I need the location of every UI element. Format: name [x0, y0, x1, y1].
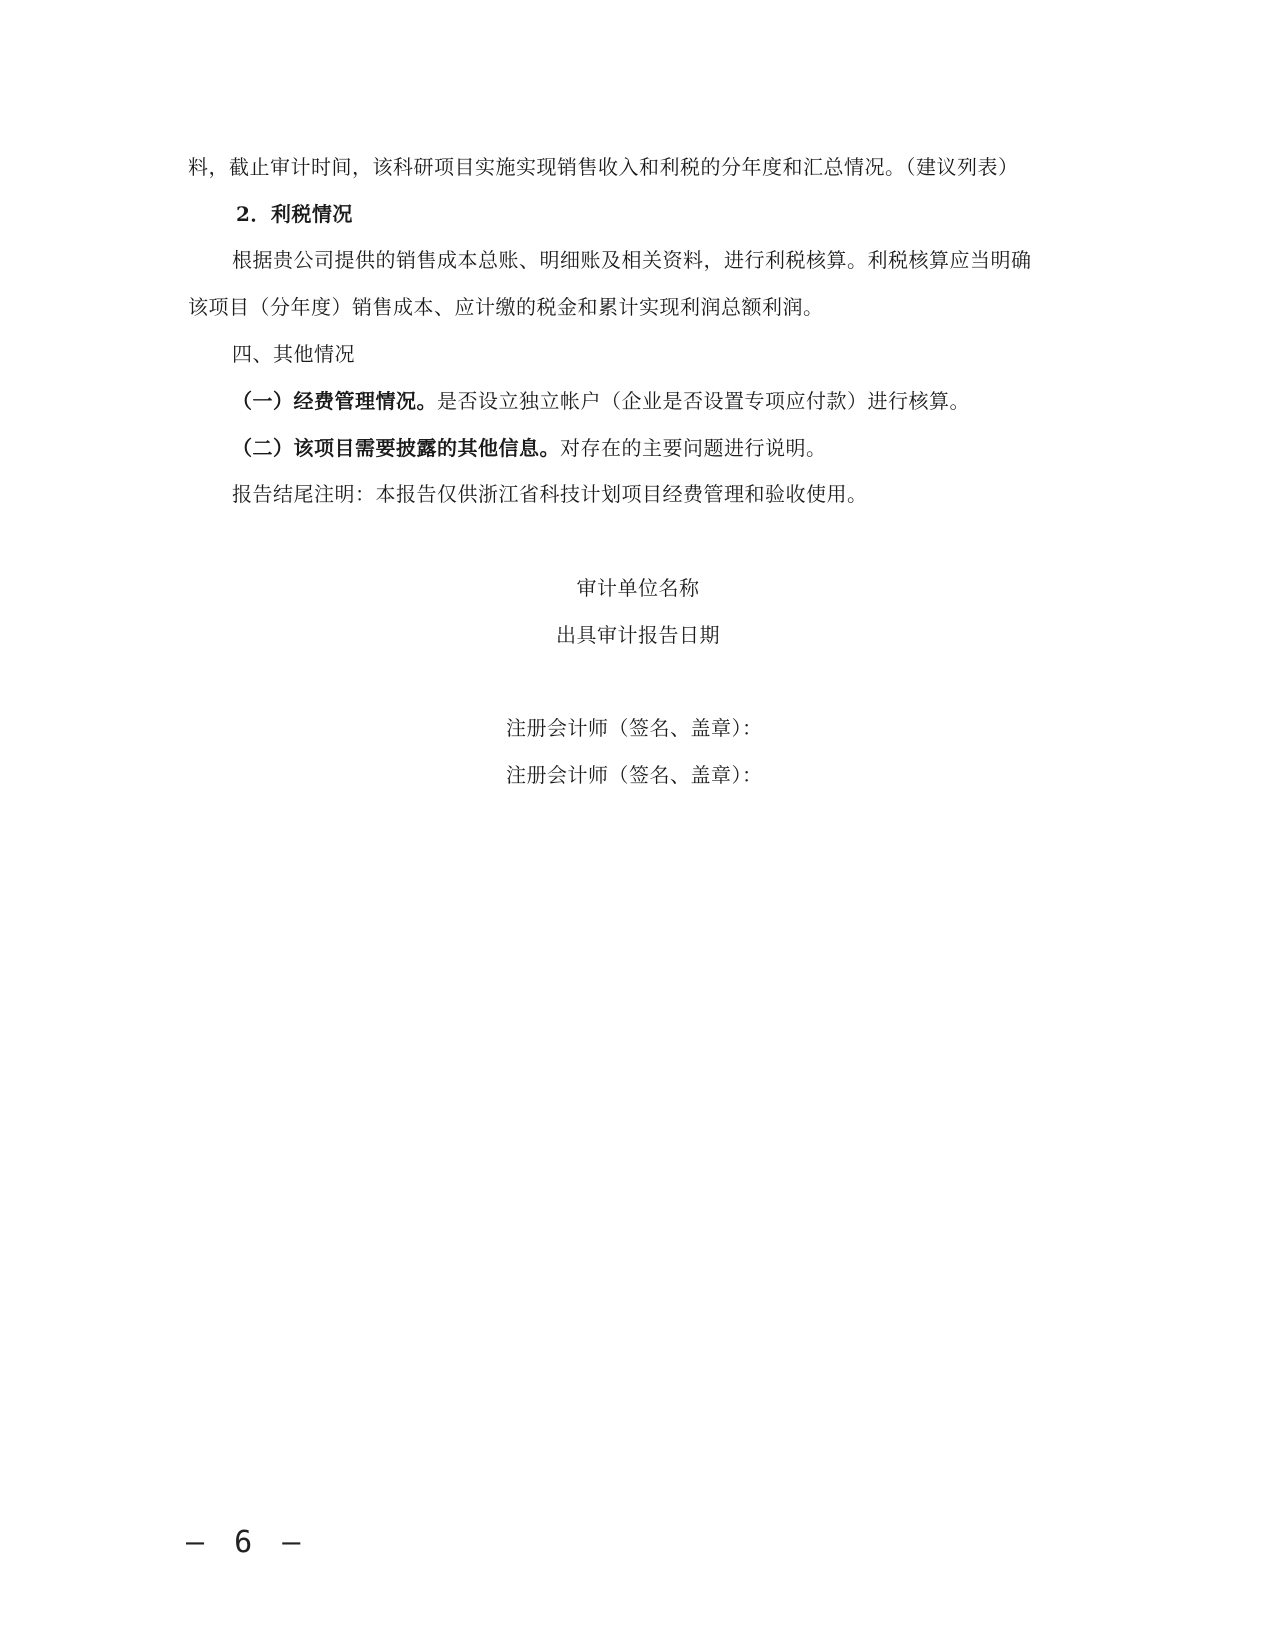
page-number: — 6 —: [186, 1525, 307, 1560]
item-other-disclosure-title: （二）该项目需要披露的其他信息。: [232, 436, 560, 460]
item-funding-management: [232, 387, 970, 415]
item-funding-management-text: 是否设立独立帐户（企业是否设置专项应付款）进行核算。: [437, 389, 970, 413]
section-heading-other: 四、其他情况: [232, 342, 355, 366]
paragraph-tax-line2: 该项目（分年度）销售成本、应计缴的税金和累计实现利润总额利润。: [188, 295, 824, 319]
cpa-signature-1: 注册会计师（签名、盖章）：: [506, 716, 763, 740]
paragraph-continuation: 料，截止审计时间，该科研项目实施实现销售收入和利税的分年度和汇总情况。（建议列表）: [188, 155, 1019, 179]
heading-tax-profit: 2．利税情况: [236, 202, 353, 226]
cpa-signature-2: 注册会计师（签名、盖章）：: [506, 763, 763, 787]
paragraph-tax-line1: 根据贵公司提供的销售成本总账、明细账及相关资料，进行利税核算。利税核算应当明确: [232, 248, 1032, 272]
item-funding-management-title: （一）经费管理情况。: [232, 389, 437, 413]
item-other-disclosure: [232, 434, 827, 462]
report-date: 出具审计报告日期: [556, 623, 720, 647]
audit-unit-name: 审计单位名称: [576, 576, 700, 600]
item-other-disclosure-text: 对存在的主要问题进行说明。: [560, 436, 827, 460]
closing-note: 报告结尾注明：本报告仅供浙江省科技计划项目经费管理和验收使用。: [232, 482, 868, 506]
